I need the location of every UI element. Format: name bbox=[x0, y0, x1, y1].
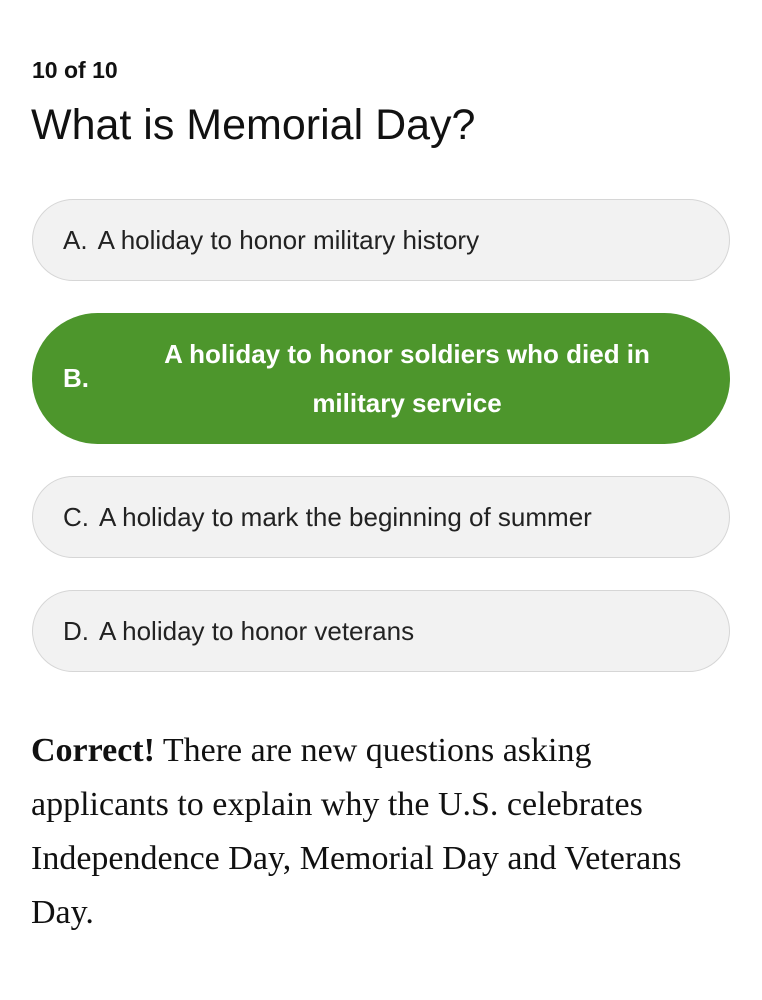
answer-option-text: A holiday to honor veterans bbox=[99, 615, 415, 646]
answer-option-d[interactable] bbox=[32, 590, 730, 672]
answer-option-letter: C. bbox=[63, 501, 89, 532]
question-progress: 10 of 10 bbox=[32, 57, 118, 83]
answer-option-letter: A. bbox=[63, 224, 88, 255]
answer-option-c[interactable] bbox=[32, 476, 730, 558]
feedback-label: Correct! bbox=[31, 732, 155, 769]
answer-option-a[interactable] bbox=[32, 199, 730, 281]
answer-feedback bbox=[31, 724, 731, 940]
answer-option-text: A holiday to honor soldiers who died in military service bbox=[164, 338, 650, 418]
answer-option-b-correct[interactable] bbox=[32, 313, 730, 444]
feedback-text: There are new questions asking applicants to explain why the U.S. celebrates Independence Day, Memorial Day and Veterans Day. bbox=[31, 732, 682, 931]
answer-option-text: A holiday to mark the beginning of summer bbox=[99, 501, 592, 532]
answer-option-text: A holiday to honor military history bbox=[97, 224, 480, 255]
question-title: What is Memorial Day? bbox=[31, 101, 476, 149]
answer-option-letter: B. bbox=[63, 363, 89, 393]
answer-option-letter: D. bbox=[63, 615, 89, 646]
